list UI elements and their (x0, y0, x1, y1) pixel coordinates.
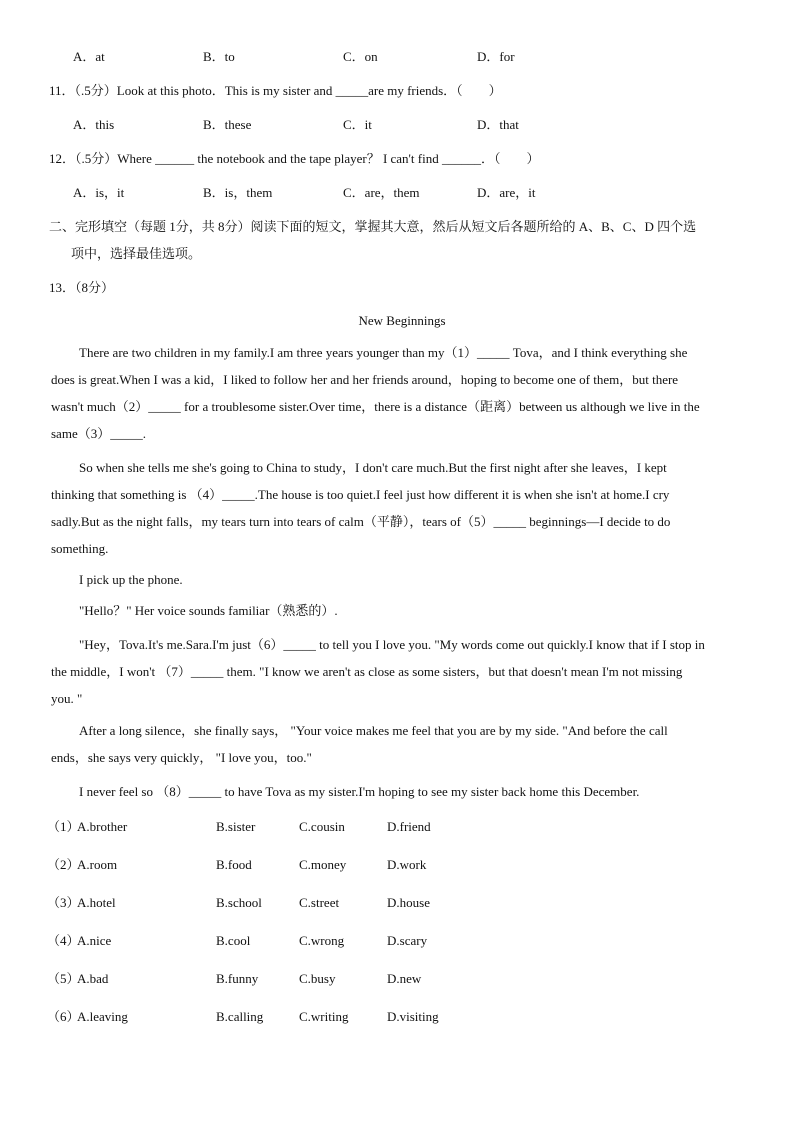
q10-option-a: A．at (73, 49, 105, 64)
passage-p1-line3: wasn't much（2）_____ for a troublesome sister.Over time，there is a distance（距离）between us although we live in the (51, 399, 700, 414)
q11-option-d: D．that (477, 117, 519, 132)
q11-option-c: C．it (343, 117, 372, 132)
choice-option-a: A.room (77, 857, 118, 872)
passage-title: New Beginnings (358, 313, 446, 328)
choice-option-a: A.hotel (77, 895, 116, 910)
choice-option-b: B.food (216, 857, 252, 872)
passage-p6-line1: After a long silence，she finally says， "Your voice makes me feel that you are by my side. "And before the call (79, 723, 668, 738)
choice-option-d: D.new (387, 971, 422, 986)
choice-option-a: A.nice (77, 933, 112, 948)
q12-option-a: A．is，it (73, 185, 125, 200)
choice-option-a: A.leaving (77, 1009, 128, 1024)
choice-option-c: C.writing (299, 1009, 349, 1024)
choice-label: （2） (47, 857, 80, 872)
passage-p6-line2: ends，she says very quickly， "I love you，too." (51, 750, 312, 765)
choice-label: （1） (47, 819, 80, 834)
passage-p4: "Hello？" Her voice sounds familiar（熟悉的）. (79, 603, 338, 618)
choice-label: （6） (47, 1009, 80, 1024)
q11-option-a: A．this (73, 117, 115, 132)
q13-number: 13．（8分） (49, 280, 115, 295)
choice-option-c: C.wrong (299, 933, 345, 948)
passage-p2-line2: thinking that something is （4）_____.The house is too quiet.I feel just how different it is when she isn't at home.I cry (51, 487, 670, 502)
passage-p2-line1: So when she tells me she's going to China to study，I don't care much.But the first night after she leaves，I kept (79, 460, 667, 475)
choice-option-d: D.scary (387, 933, 428, 948)
q10-option-d: D．for (477, 49, 515, 64)
choice-option-b: B.calling (216, 1009, 264, 1024)
passage-p1-line1: There are two children in my family.I am three years younger than my（1）_____ Tova，and I think everything she (79, 345, 688, 360)
choice-option-d: D.friend (387, 819, 431, 834)
choice-option-a: A.bad (77, 971, 109, 986)
passage-p5-line3: you. " (51, 691, 83, 706)
choice-option-b: B.school (216, 895, 262, 910)
q12-option-c: C．are，them (343, 185, 420, 200)
passage-p5-line2: the middle，I won't （7）_____ them. "I know we aren't as close as some sisters，but that doesn't mean I'm not missing (51, 664, 683, 679)
choice-option-c: C.cousin (299, 819, 345, 834)
passage-p2-line4: something. (51, 541, 109, 556)
passage-p7: I never feel so （8）_____ to have Tova as my sister.I'm hoping to see my sister back home this December. (79, 784, 640, 799)
section2-heading-line1: 二、完形填空（每题 1分，共 8分）阅读下面的短文，掌握其大意，然后从短文后各题所给的 A、B、C、D 四个选 (49, 219, 697, 234)
passage-p1-line4: same（3）_____. (51, 426, 146, 441)
q12-option-b: B．is，them (203, 185, 273, 200)
q10-option-b: B．to (203, 49, 235, 64)
passage-p5-line1: "Hey，Tova.It's me.Sara.I'm just（6）_____ to tell you I love you. "My words come out quickly.I know that if I stop in (79, 637, 705, 652)
q12-option-d: D．are，it (477, 185, 536, 200)
q10-option-c: C．on (343, 49, 378, 64)
passage-p3: I pick up the phone. (79, 572, 183, 587)
choice-option-c: C.busy (299, 971, 336, 986)
passage-p1-line2: does is great.When I was a kid，I liked to follow her and her friends around，hoping to become one of them，but there (51, 372, 679, 387)
q12-stem: 12．（.5分）Where ______ the notebook and the tape player？ I can't find ______．（ ） (49, 151, 540, 166)
choice-option-d: D.house (387, 895, 430, 910)
q11-option-b: B．these (203, 117, 252, 132)
choice-label: （5） (47, 971, 80, 986)
choice-option-d: D.visiting (387, 1009, 439, 1024)
section2-heading-line2: 项中，选择最佳选项。 (71, 246, 202, 261)
choice-option-a: A.brother (77, 819, 128, 834)
choice-option-c: C.money (299, 857, 347, 872)
choice-option-b: B.funny (216, 971, 259, 986)
choice-option-c: C.street (299, 895, 340, 910)
choice-label: （3） (47, 895, 80, 910)
choice-option-b: B.cool (216, 933, 251, 948)
choice-option-d: D.work (387, 857, 427, 872)
choice-label: （4） (47, 933, 80, 948)
q11-stem: 11．（.5分）Look at this photo．This is my sister and _____are my friends．（ ） (49, 83, 502, 98)
passage-p2-line3: sadly.But as the night falls，my tears turn into tears of calm（平静），tears of（5）_____ beginnings—I decide to do (51, 514, 671, 529)
choice-option-b: B.sister (216, 819, 256, 834)
